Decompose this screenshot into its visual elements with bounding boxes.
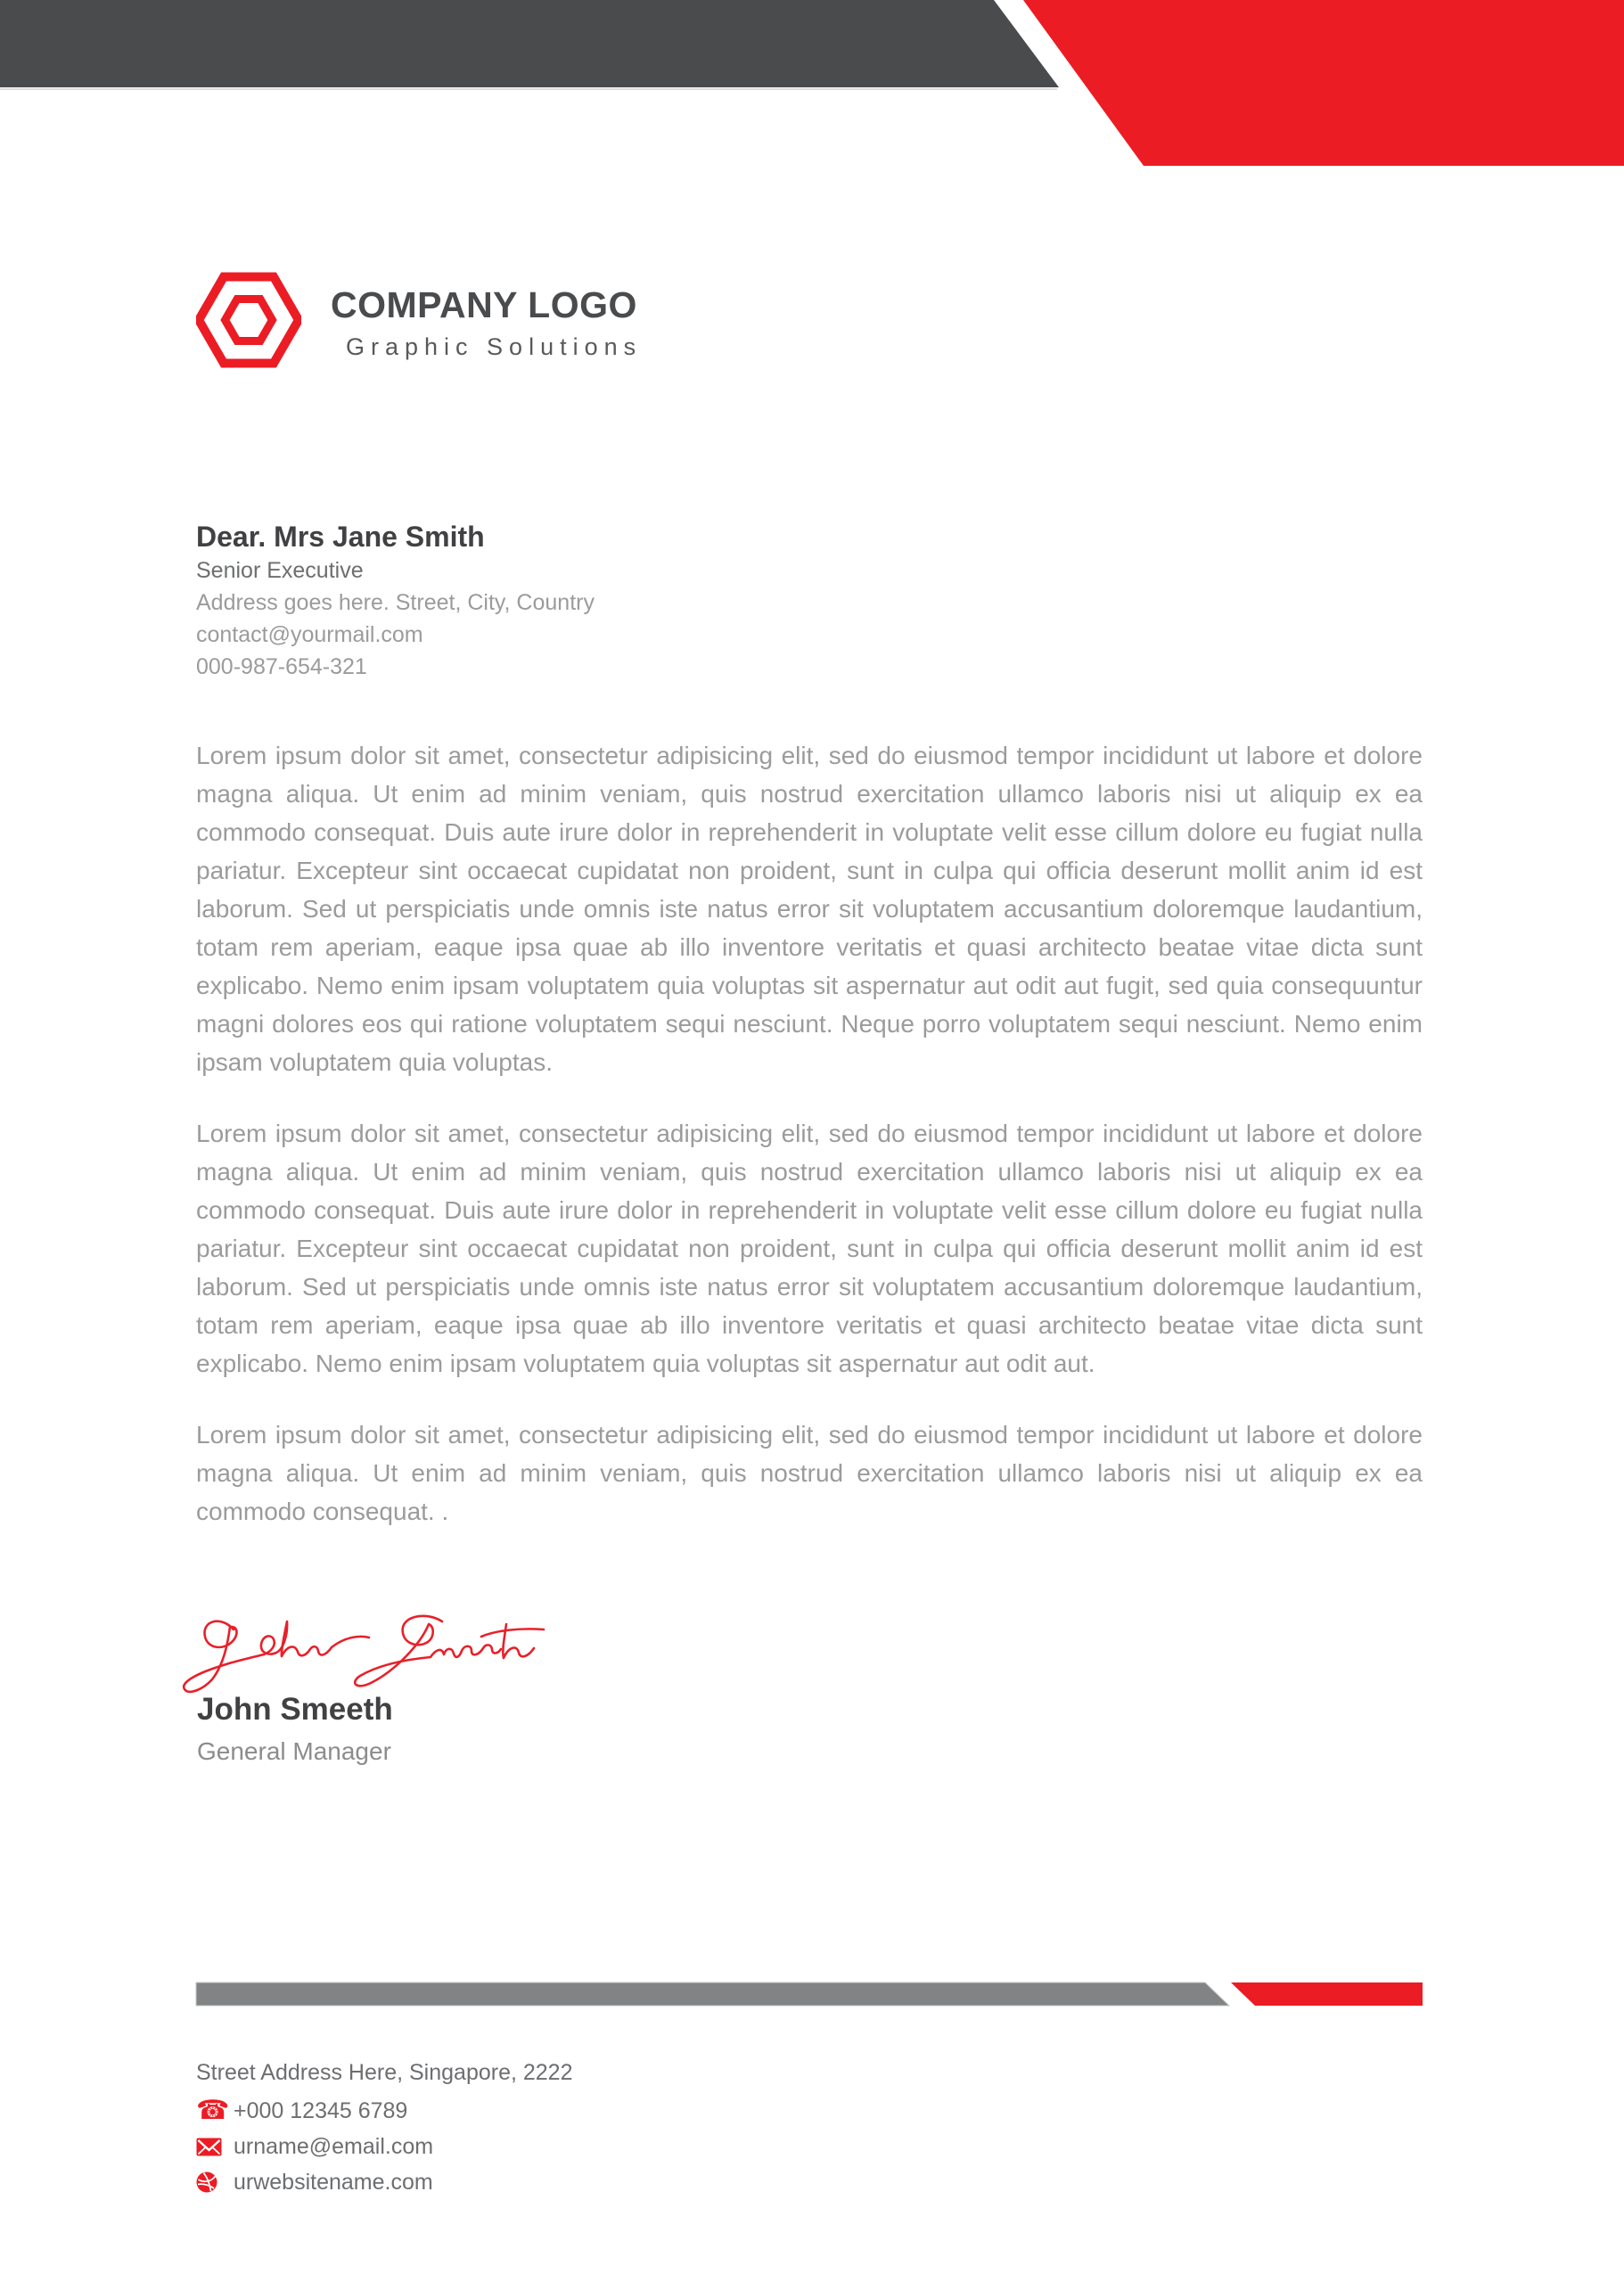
- signatory-title: General Manager: [197, 1737, 391, 1765]
- hexagon-logo-icon: [196, 271, 301, 369]
- footer-phone-text: +000 12345 6789: [234, 2097, 408, 2123]
- globe-icon: [196, 2171, 234, 2193]
- letter-paragraph-2: Lorem ipsum dolor sit amet, consectetur adipisicing elit, sed do eiusmod tempor incididunt ut labore et dolore magna aliqua. Ut enim ad minim veniam, quis nostrud exercitation ullamco laboris nisi ut aliquip ex ea commodo consequat. Duis aute irure dolor in reprehenderit in voluptate velit esse cillum dolore eu fugiat nulla pariatur. Excepteur sint occaecat cupidatat non proident, sunt in culpa qui officia deserunt mollit anim id est laborum. Sed ut perspiciatis unde omnis iste natus error sit voluptatem accusantium doloremque laudantium, totam rem aperiam, eaque ipsa quae ab illo inventore veritatis et quasi architecto beatae vitae dicta sunt explicabo. Nemo enim ipsam voluptatem quia voluptas sit aspernatur aut odit aut.: [196, 1120, 1423, 1377]
- letter-paragraph-1: Lorem ipsum dolor sit amet, consectetur adipisicing elit, sed do eiusmod tempor incididunt ut labore et dolore magna aliqua. Ut enim ad minim veniam, quis nostrud exercitation ullamco laboris nisi ut aliquip ex ea commodo consequat. Duis aute irure dolor in reprehenderit in voluptate velit esse cillum dolore eu fugiat nulla pariatur. Excepteur sint occaecat cupidatat non proident, sunt in culpa qui officia deserunt mollit anim id est laborum. Sed ut perspiciatis unde omnis iste natus error sit voluptatem accusantium doloremque laudantium, totam rem aperiam, eaque ipsa quae ab illo inventore veritatis et quasi architecto beatae vitae dicta sunt explicabo. Nemo enim ipsam voluptatem quia voluptas sit aspernatur aut odit aut fugit, sed quia consequuntur magni dolores eos qui ratione voluptatem sequi nesciunt. Neque porro voluptatem sequi nesciunt. Nemo enim ipsam voluptatem quia voluptas.: [196, 742, 1423, 1076]
- header-red-shape: [1023, 0, 1624, 166]
- envelope-icon: [196, 2138, 234, 2156]
- footer-phone-row: [196, 2093, 573, 2129]
- company-name: COMPANY LOGO: [331, 284, 637, 325]
- recipient-job-title: Senior Executive: [196, 558, 364, 583]
- header-band: [0, 0, 1624, 169]
- footer-website-text: urwebsitename.com: [234, 2169, 433, 2195]
- logo: [196, 267, 642, 369]
- recipient-salutation: Dear. Mrs Jane Smith: [196, 521, 485, 553]
- footer-red-bar: [1231, 1982, 1423, 2006]
- footer-band: [0, 1982, 1624, 2008]
- header-gray-shape: [0, 0, 1059, 87]
- letter-paragraph-3: Lorem ipsum dolor sit amet, consectetur adipisicing elit, sed do eiusmod tempor incididunt ut labore et dolore magna aliqua. Ut enim ad minim veniam, quis nostrud exercitation ullamco laboris nisi ut aliquip ex ea commodo consequat. .: [196, 1421, 1423, 1525]
- signature-script: [178, 1610, 553, 1703]
- recipient-email: contact@yourmail.com: [196, 622, 423, 647]
- footer-info: [196, 2057, 573, 2200]
- logo-text: [331, 267, 642, 359]
- footer-email-text: urname@email.com: [234, 2133, 434, 2159]
- recipient-block: [196, 519, 595, 683]
- footer-website-row: [196, 2164, 573, 2200]
- footer-street-address: Street Address Here, Singapore, 2222: [196, 2060, 573, 2085]
- phone-icon: ☎: [196, 2096, 230, 2125]
- footer-email-row: [196, 2129, 573, 2164]
- hexagon-inner: [226, 300, 273, 341]
- company-tagline: Graphic Solutions: [346, 333, 643, 360]
- recipient-phone: 000-987-654-321: [196, 654, 367, 679]
- footer-gray-bar: [196, 1982, 1229, 2006]
- hexagon-outer: [199, 277, 299, 364]
- recipient-address: Address goes here. Street, City, Country: [196, 590, 595, 615]
- signatory-name: John Smeeth: [197, 1692, 393, 1727]
- letter-body: [196, 736, 1423, 1564]
